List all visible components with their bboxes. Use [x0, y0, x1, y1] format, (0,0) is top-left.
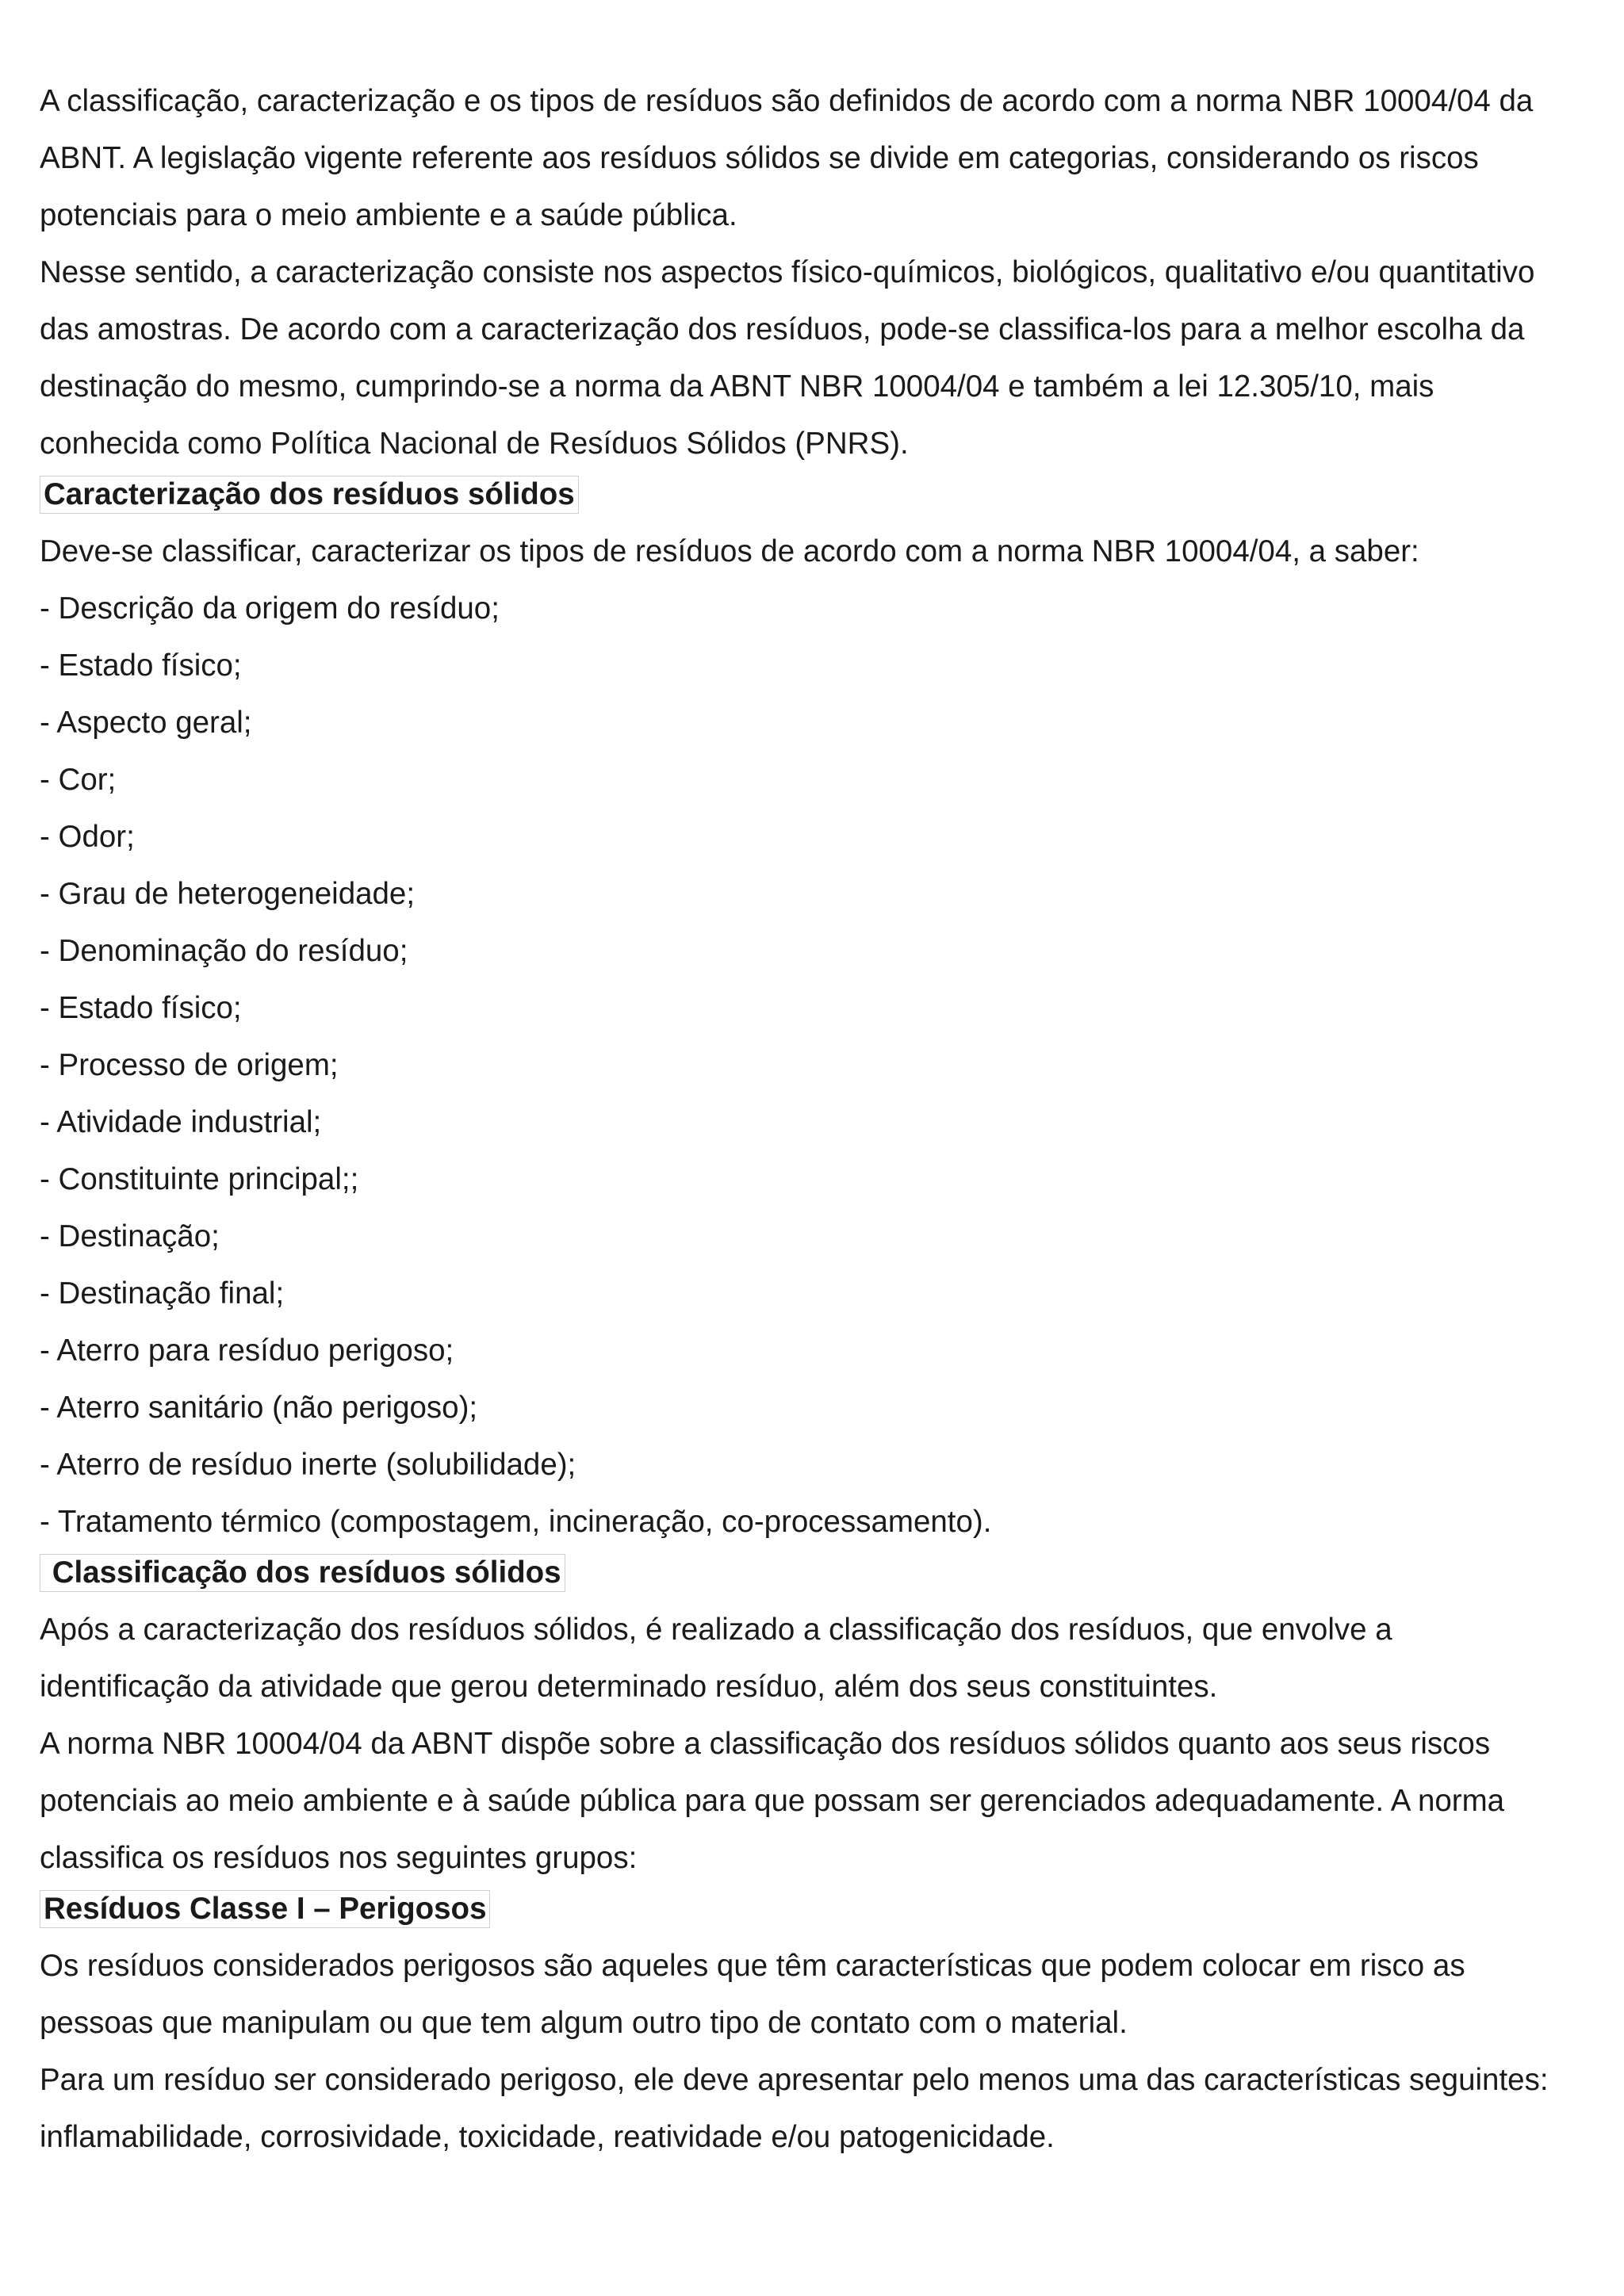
- section-heading-classificacao: Classificação dos resíduos sólidos: [40, 1554, 565, 1592]
- caracterizacao-intro: Deve-se classificar, caracterizar os tipos de resíduos de acordo com a norma NBR 10004/04, a saber:: [40, 534, 1419, 568]
- list-item: - Tratamento térmico (compostagem, incineração, co-processamento).: [40, 1505, 992, 1539]
- list-item: - Aterro de resíduo inerte (solubilidade);: [40, 1448, 576, 1482]
- classe1-paragraph-1: Os resíduos considerados perigosos são aqueles que têm características que podem colocar em risco as pessoas que manipulam ou que tem algum outro tipo de contato com o material.: [40, 1949, 1465, 2040]
- section-caracterizacao: [40, 473, 1561, 523]
- classe1-paragraph-2: Para um resíduo ser considerado perigoso, ele deve apresentar pelo menos uma das características seguintes: inflamabilidade, corrosividade, toxicidade, reatividade e/ou patogenicidade.: [40, 2063, 1549, 2154]
- list-item: - Constituinte principal;;: [40, 1162, 359, 1196]
- list-item: - Destinação;: [40, 1219, 220, 1253]
- list-item: - Aspecto geral;: [40, 706, 252, 740]
- classificacao-paragraph-2: A norma NBR 10004/04 da ABNT dispõe sobre a classificação dos resíduos sólidos quanto aos seus riscos potenciais ao meio ambiente e à saúde pública para que possam ser gerenciados adequadamente. A norma classifica os resíduos nos seguintes grupos:: [40, 1727, 1505, 1875]
- list-item: - Aterro sanitário (não perigoso);: [40, 1391, 478, 1425]
- list-item: - Estado físico;: [40, 991, 242, 1025]
- list-item: - Aterro para resíduo perigoso;: [40, 1334, 454, 1368]
- list-item: - Atividade industrial;: [40, 1105, 322, 1139]
- list-item: - Grau de heterogeneidade;: [40, 877, 416, 911]
- intro-paragraph-1: A classificação, caracterização e os tipos de resíduos são definidos de acordo com a norma NBR 10004/04 da ABNT. A legislação vigente referente aos resíduos sólidos se divide em categorias, considerando os riscos potenciais para o meio ambiente e a saúde pública.: [40, 84, 1534, 232]
- intro-paragraph-2: Nesse sentido, a caracterização consiste nos aspectos físico-químicos, biológicos, qualitativo e/ou quantitativo das amostras. De acordo com a caracterização dos resíduos, pode-se classifica-los para a melhor escolha da destinação do mesmo, cumprindo-se a norma da ABNT NBR 10004/04 e também a lei 12.305/10, mais conhecida como Política Nacional de Resíduos Sólidos (PNRS).: [40, 255, 1535, 461]
- section-heading-caracterizacao: Caracterização dos resíduos sólidos: [40, 476, 579, 514]
- list-item: - Processo de origem;: [40, 1048, 339, 1082]
- section-heading-classe-1: Resíduos Classe I – Perigosos: [40, 1890, 490, 1928]
- caracterizacao-list: [40, 580, 1561, 1551]
- classificacao-paragraph-1: Após a caracterização dos resíduos sólidos, é realizado a classificação dos resíduos, que envolve a identificação da atividade que gerou determinado resíduo, além dos seus constituintes.: [40, 1613, 1392, 1704]
- list-item: - Odor;: [40, 820, 135, 854]
- section-classe-1: [40, 1887, 1561, 1938]
- list-item: - Descrição da origem do resíduo;: [40, 591, 500, 626]
- list-item: - Cor;: [40, 763, 117, 797]
- list-item: - Denominação do resíduo;: [40, 934, 408, 968]
- list-item: - Destinação final;: [40, 1276, 285, 1311]
- list-item: - Estado físico;: [40, 649, 242, 683]
- section-classificacao: [40, 1551, 1561, 1601]
